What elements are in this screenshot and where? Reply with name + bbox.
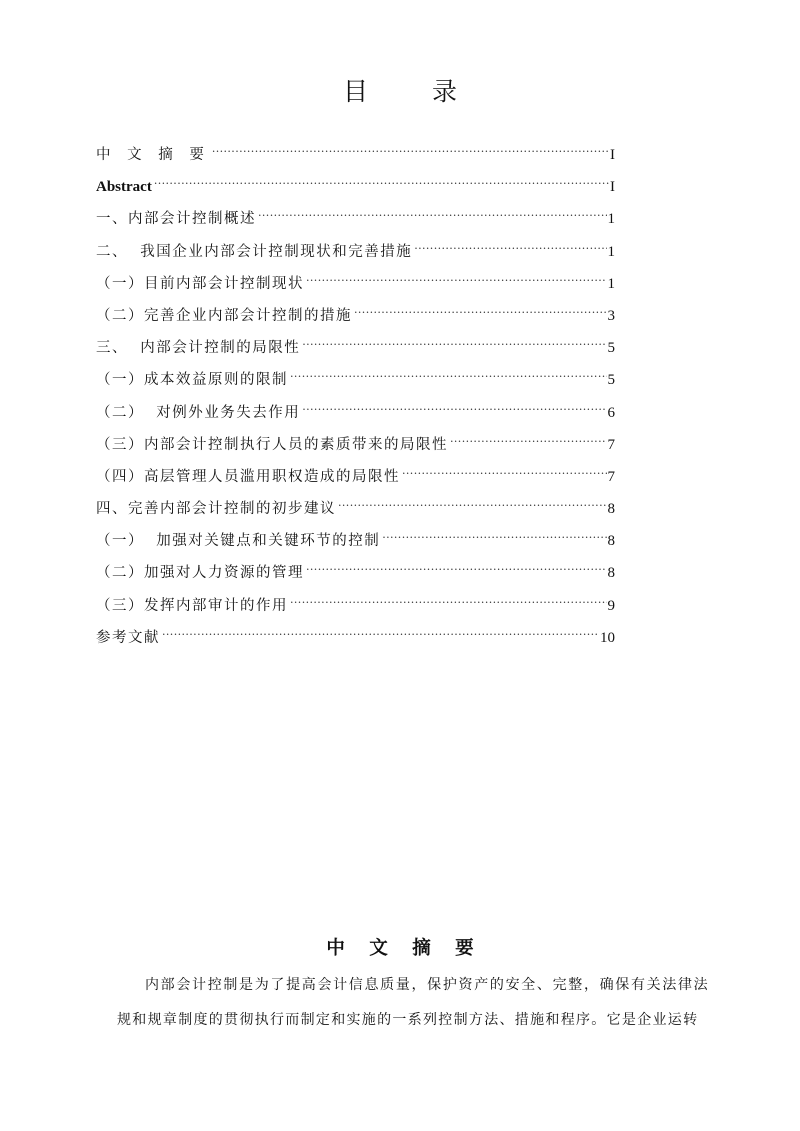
toc-entry-page: 10	[600, 629, 615, 646]
toc-entry-label: 中 文 摘 要	[96, 147, 210, 163]
toc-dot-leader	[162, 628, 599, 642]
toc-entry-label: （一）目前内部会计控制现状	[96, 275, 304, 292]
toc-entry-label: （一） 加强对关键点和关键环节的控制	[96, 533, 381, 550]
toc-entry-section-2-2[interactable]	[96, 304, 615, 336]
toc-entry-label: 一、内部会计控制概述	[96, 211, 256, 228]
toc-dot-leader	[450, 435, 607, 449]
toc-dot-leader	[302, 403, 606, 417]
toc-entry-label: 三、 内部会计控制的局限性	[96, 340, 301, 357]
toc-entry-section-3-3[interactable]	[96, 433, 615, 465]
toc-dot-leader	[290, 370, 607, 384]
toc-entry-page: 8	[607, 565, 615, 582]
toc-entry-page: 8	[607, 501, 615, 518]
toc-entry-page: 1	[607, 243, 615, 260]
toc-entry-page: 1	[607, 275, 615, 292]
toc-dot-leader	[290, 596, 607, 610]
toc-entry-label: （二） 对例外业务失去作用	[96, 404, 301, 421]
toc-entry-page: 5	[607, 372, 615, 389]
toc-entry-section-4[interactable]	[96, 497, 615, 529]
toc-entry-section-1[interactable]	[96, 207, 615, 239]
toc-entry-page: 7	[607, 436, 615, 453]
toc-entry-page: 1	[607, 211, 615, 228]
toc-entry-section-3-2[interactable]	[96, 401, 615, 433]
toc-entry-label: （一）成本效益原则的限制	[96, 372, 288, 389]
toc-dot-leader	[402, 467, 607, 481]
toc-entry-label: （四）高层管理人员滥用职权造成的局限性	[96, 468, 400, 485]
toc-dot-leader	[258, 209, 607, 223]
toc-entry-section-3-4[interactable]	[96, 465, 615, 497]
toc-entry-section-4-2[interactable]	[96, 561, 615, 593]
toc-dot-leader	[354, 306, 607, 320]
toc-entry-label: 参考文献	[96, 629, 160, 646]
toc-dot-leader	[212, 145, 609, 159]
toc-entry-page: 5	[607, 340, 615, 357]
toc-entry-page: 7	[607, 468, 615, 485]
toc-entry-references[interactable]	[96, 626, 615, 658]
toc-entry-page: I	[610, 147, 615, 163]
toc-entry-label: 二、 我国企业内部会计控制现状和完善措施	[96, 243, 413, 260]
toc-entry-chinese-abstract[interactable]	[96, 143, 615, 175]
toc-entry-label: Abstract	[96, 179, 152, 196]
toc-entry-label: 四、完善内部会计控制的初步建议	[96, 501, 336, 518]
toc-entry-page: I	[610, 179, 615, 196]
toc-entry-section-2[interactable]	[96, 240, 615, 272]
toc-title: 目 录	[343, 77, 485, 106]
toc-dot-leader	[154, 177, 609, 191]
table-of-contents	[96, 143, 615, 658]
toc-entry-section-2-1[interactable]	[96, 272, 615, 304]
toc-dot-leader	[306, 563, 607, 577]
toc-entry-page: 8	[607, 533, 615, 550]
toc-entry-section-3[interactable]	[96, 336, 615, 368]
toc-dot-leader	[414, 242, 606, 256]
abstract-paragraph: 内部会计控制是为了提高会计信息质量，保护资产的安全、完整，确保有关法律法规和规章制度的贯彻执行而制定和实施的一系列控制方法、措施和程序。它是企业运转	[117, 977, 709, 1028]
toc-entry-label: （二）加强对人力资源的管理	[96, 565, 304, 582]
toc-dot-leader	[306, 274, 607, 288]
toc-entry-section-3-1[interactable]	[96, 368, 615, 400]
toc-entry-page: 6	[607, 404, 615, 421]
toc-entry-page: 3	[607, 307, 615, 324]
toc-entry-section-4-3[interactable]	[96, 594, 615, 626]
toc-entry-abstract[interactable]	[96, 175, 615, 207]
toc-dot-leader	[338, 499, 607, 513]
toc-dot-leader	[382, 531, 606, 545]
toc-entry-page: 9	[607, 597, 615, 614]
toc-entry-label: （三）发挥内部审计的作用	[96, 597, 288, 614]
toc-entry-section-4-1[interactable]	[96, 529, 615, 561]
toc-dot-leader	[302, 338, 606, 352]
abstract-heading: 中 文 摘 要	[326, 938, 483, 959]
toc-entry-label: （二）完善企业内部会计控制的措施	[96, 307, 352, 324]
toc-entry-label: （三）内部会计控制执行人员的素质带来的局限性	[96, 436, 448, 453]
